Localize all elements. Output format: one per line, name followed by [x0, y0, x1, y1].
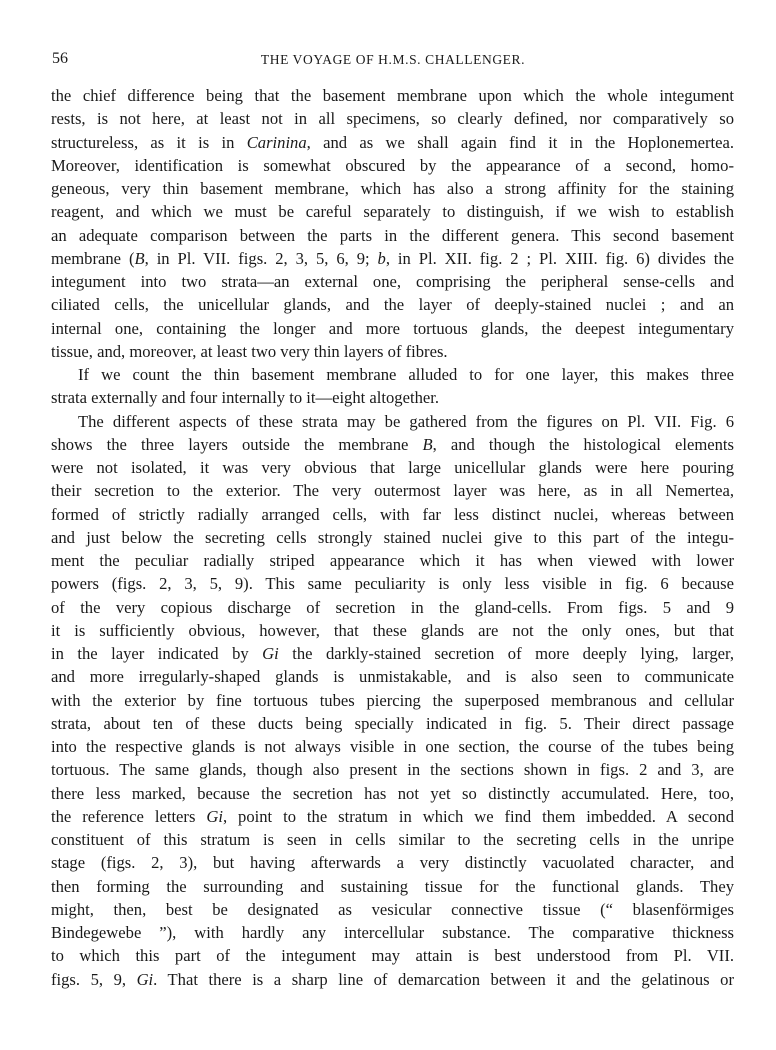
text-line: it is sufficiently obvious, however, that these glands are not the only ones, but that [51, 620, 734, 640]
text-line [51, 247, 734, 270]
text-line [51, 968, 734, 991]
text-line: powers (figs. 2, 3, 5, 9). This same peculiarity is only less visible in fig. 6 because [51, 574, 734, 594]
text-line: reagent, and which we must be careful separately to distinguish, if we wish to establish [51, 202, 734, 222]
text-line: Moreover, identification is somewhat obscured by the appearance of a second, homo- [51, 155, 734, 175]
italic-term: b [377, 248, 386, 268]
text-line: ciliated cells, the unicellular glands, and the layer of deeply-stained nuclei ; and an [51, 295, 734, 315]
text-line: integument into two strata—an external one, comprising the peripheral sense-cells and [51, 272, 734, 291]
text-segment: , and though the histological elements [432, 434, 734, 454]
text-line: of the very copious discharge of secretion in the gland-cells. From figs. 5 and 9 [51, 597, 734, 617]
text-line: and just below the secreting cells strongly stained nuclei give to this part of the integu- [51, 527, 734, 547]
page-header [52, 50, 734, 74]
italic-term: Gi [136, 969, 154, 989]
italic-term: B [422, 434, 433, 454]
text-line: then forming the surrounding and sustaining tissue for the functional glands. They [51, 876, 734, 896]
text-line: tortuous. The same glands, though also present in the sections shown in figs. 2 and 3, are [51, 760, 734, 780]
italic-term: Carinina [246, 132, 307, 152]
text-segment: the darkly-stained secretion of more deeply lying, larger, [278, 644, 734, 663]
italic-term: Gi [206, 806, 223, 826]
text-line: an adequate comparison between the parts in the different genera. This second basement [51, 225, 734, 245]
text-line: were not isolated, it was very obvious that large unicellular glands were here pouring [51, 458, 734, 477]
text-line: stage (figs. 2, 3), but having afterwards a very distinctly vacuolated character, and [51, 853, 734, 873]
text-line: their secretion to the exterior. The very outermost layer was here, as in all Nemertea, [51, 481, 734, 501]
text-segment: the reference letters [51, 806, 207, 826]
text-segment: membrane ( [51, 248, 135, 268]
text-segment: , point to the stratum in which we find them imbedded. A second [222, 806, 734, 826]
body-text [51, 84, 734, 991]
text-line: If we count the thin basement membrane alluded to for one layer, this makes three [78, 365, 734, 384]
italic-term: B [134, 248, 145, 268]
text-line: strata externally and four internally to it—eight altogether. [51, 388, 439, 408]
text-line: the chief difference being that the basement membrane upon which the whole integument [51, 86, 734, 105]
text-segment: structureless, as it is in [51, 132, 247, 152]
text-line: geneous, very thin basement membrane, which has also a strong affinity for the staining [51, 179, 734, 198]
text-segment: , in Pl. VII. figs. 2, 3, 5, 6, 9; [144, 248, 378, 268]
italic-term: Gi [262, 644, 279, 663]
text-line: ment the peculiar radially striped appearance which it has when viewed with lower [51, 551, 734, 570]
text-line: to which this part of the integument may attain is best understood from Pl. VII. [51, 946, 734, 966]
page-number: 56 [52, 50, 68, 67]
text-line [51, 131, 734, 154]
text-line [51, 805, 734, 828]
text-segment: shows the three layers outside the membrane [51, 434, 423, 454]
text-segment: , in Pl. XII. fig. 2 ; Pl. XIII. fig. 6) divides the [385, 248, 734, 268]
text-line: tissue, and, moreover, at least two very thin layers of fibres. [51, 341, 448, 361]
text-line: strata, about ten of these ducts being specially indicated in fig. 5. Their direct passage [51, 713, 734, 733]
text-line: into the respective glands is not always visible in one section, the course of the tubes being [51, 737, 734, 756]
text-line: and more irregularly-shaped glands is unmistakable, and is also seen to communicate [51, 667, 734, 687]
running-title: THE VOYAGE OF H.M.S. CHALLENGER. [260, 52, 526, 67]
text-line [51, 642, 734, 665]
text-line: The different aspects of these strata may be gathered from the figures on Pl. VII. Fig. 6 [78, 411, 734, 431]
text-line: with the exterior by fine tortuous tubes piercing the superposed membranous and cellular [51, 690, 734, 710]
text-line: formed of strictly radially arranged cells, with far less distinct nuclei, whereas between [51, 504, 734, 524]
text-line: might, then, best be designated as vesicular connective tissue (“ blasenförmiges [51, 899, 734, 919]
text-segment: . That there is a sharp line of demarcation between it and the gelatinous or [153, 969, 734, 989]
text-segment: , and as we shall again find it in the Hoplonemertea. [306, 132, 734, 152]
text-segment: figs. 5, 9, [51, 969, 137, 989]
text-line: Bindegewebe ”), with hardly any intercellular substance. The comparative thickness [51, 923, 734, 942]
text-line: rests, is not here, at least not in all specimens, so clearly defined, nor comparatively so [51, 109, 734, 129]
text-line: internal one, containing the longer and more tortuous glands, the deepest integumentary [51, 318, 734, 338]
text-line: constituent of this stratum is seen in cells similar to the secreting cells in the unripe [51, 830, 734, 849]
text-segment: in the layer indicated by [51, 644, 263, 663]
text-line [51, 433, 734, 456]
text-line: there less marked, because the secretion has not yet so distinctly accumulated. Here, too, [51, 783, 734, 803]
